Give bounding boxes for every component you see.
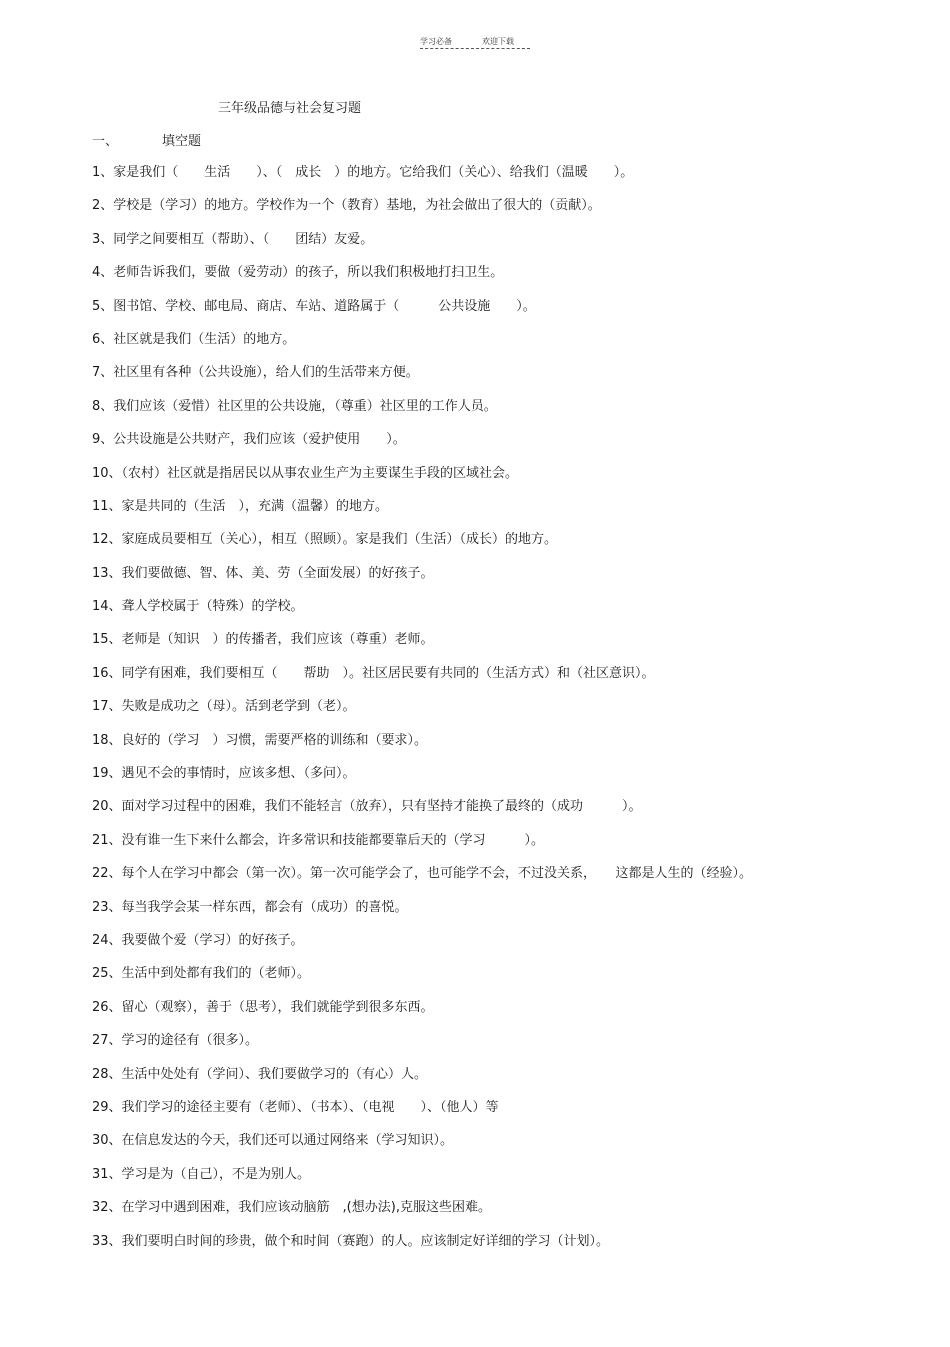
question-item: 13、我们要做德、智、体、美、劳（全面发展）的好孩子。 bbox=[92, 565, 434, 581]
question-list bbox=[92, 163, 912, 1265]
question-item: 27、学习的途径有（很多）。 bbox=[92, 1033, 259, 1049]
question-item: 11、家是共同的（生活 ），充满（温馨）的地方。 bbox=[92, 498, 389, 514]
question-item: 9、公共设施是公共财产，我们应该（爱护使用 ）。 bbox=[92, 432, 406, 448]
header-left-text: 学习必备 bbox=[420, 37, 452, 46]
section-heading bbox=[92, 130, 201, 149]
question-item: 22、每个人在学习中都会（第一次）。第一次可能学会了，也可能学不会，不过没关系， 这都是人生的（经验）。 bbox=[92, 866, 753, 882]
question-item: 8、我们应该（爱惜）社区里的公共设施，（尊重）社区里的工作人员。 bbox=[92, 398, 497, 414]
question-item: 7、社区里有各种（公共设施），给人们的生活带来方便。 bbox=[92, 365, 419, 381]
question-item: 19、遇见不会的事情时，应该多想、（多问）。 bbox=[92, 766, 356, 782]
page-header bbox=[420, 36, 514, 47]
question-item: 3、同学之间要相互（帮助）、（ 团结）友爱。 bbox=[92, 231, 374, 247]
question-item: 15、老师是（知识 ）的传播者，我们应该（尊重）老师。 bbox=[92, 632, 434, 648]
document-title: 三年级品德与社会复习题 bbox=[218, 101, 362, 116]
question-item: 5、图书馆、学校、邮电局、商店、车站、道路属于（ 公共设施 ）。 bbox=[92, 298, 536, 314]
question-item: 26、留心（观察），善于（思考），我们就能学到很多东西。 bbox=[92, 999, 434, 1015]
question-item: 10、（农村）社区就是指居民以从事农业生产为主要谋生手段的区域社会。 bbox=[92, 465, 519, 481]
question-item: 20、面对学习过程中的困难，我们不能轻言（放弃），只有坚持才能换了最终的（成功 ）。 bbox=[92, 799, 642, 815]
question-item: 29、我们学习的途径主要有（老师）、（书本）、（电视 ）、（他人）等 bbox=[92, 1099, 499, 1115]
section-label: 填空题 bbox=[162, 134, 202, 149]
header-right-text: 欢迎下载 bbox=[482, 37, 514, 46]
question-item: 33、我们要明白时间的珍贵，做个和时间（赛跑）的人。应该制定好详细的学习（计划）。 bbox=[92, 1233, 610, 1249]
question-item: 17、失败是成功之（母）。活到老学到（老）。 bbox=[92, 699, 356, 715]
question-item: 23、每当我学会某一样东西，都会有（成功）的喜悦。 bbox=[92, 899, 408, 915]
question-item: 32、在学习中遇到困难，我们应该动脑筋 ,(想办法),克服这些困难。 bbox=[92, 1200, 491, 1216]
question-item: 2、学校是（学习）的地方。学校作为一个（教育）基地，为社会做出了很大的（贡献）。 bbox=[92, 198, 601, 214]
question-item: 14、聋人学校属于（特殊）的学校。 bbox=[92, 599, 304, 615]
question-item: 21、没有谁一生下来什么都会，许多常识和技能都要靠后天的（学习 ）。 bbox=[92, 832, 545, 848]
question-item: 16、同学有困难，我们要相互（ 帮助 ）。社区居民要有共同的（生活方式）和（社区意识）。 bbox=[92, 665, 655, 681]
question-item: 28、生活中处处有（学问）、我们要做学习的（有心）人。 bbox=[92, 1066, 428, 1082]
question-item: 24、我要做个爱（学习）的好孩子。 bbox=[92, 932, 304, 948]
question-item: 18、良好的（学习 ）习惯，需要严格的训练和（要求）。 bbox=[92, 732, 428, 748]
section-number: 一、 bbox=[92, 134, 119, 149]
question-item: 25、生活中到处都有我们的（老师）。 bbox=[92, 966, 311, 982]
header-rule bbox=[420, 48, 530, 49]
question-item: 31、学习是为（自己），不是为别人。 bbox=[92, 1166, 311, 1182]
question-item: 12、家庭成员要相互（关心），相互（照顾）。家是我们（生活）（成长）的地方。 bbox=[92, 532, 558, 548]
question-item: 1、家是我们（ 生活 ）、（ 成长 ）的地方。它给我们（关心）、给我们（温暖 ）。 bbox=[92, 165, 634, 180]
question-item: 4、老师告诉我们，要做（爱劳动）的孩子，所以我们积极地打扫卫生。 bbox=[92, 265, 504, 281]
question-item: 6、社区就是我们（生活）的地方。 bbox=[92, 331, 296, 347]
question-item: 30、在信息发达的今天，我们还可以通过网络来（学习知识）。 bbox=[92, 1133, 454, 1149]
